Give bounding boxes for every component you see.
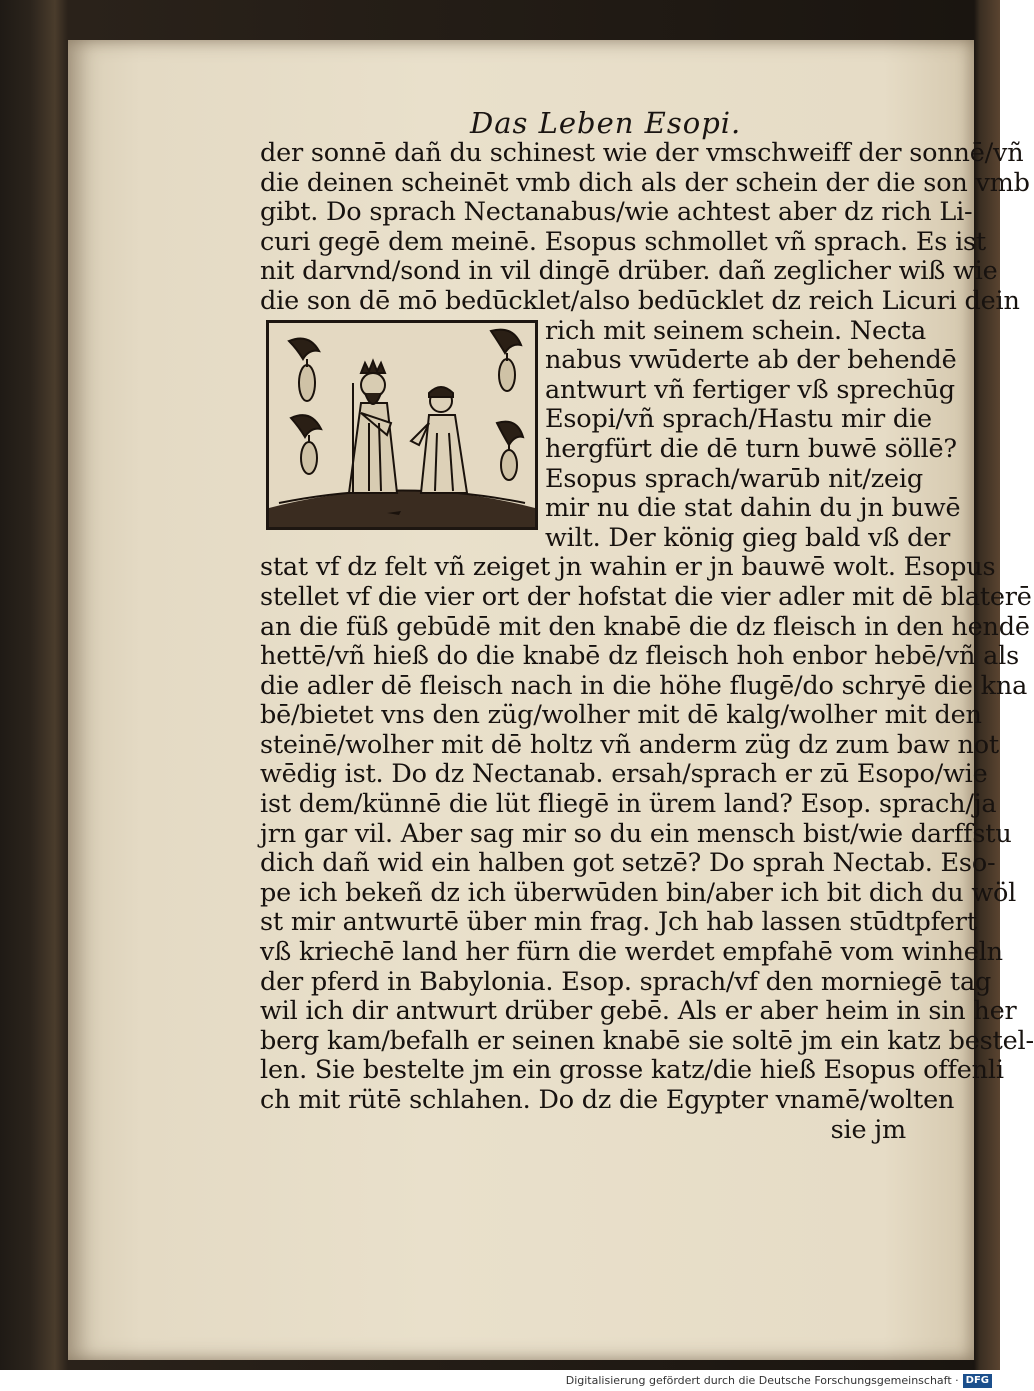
text-line: an die füß gebūdē mit den knabē die dz fleisch in den hendē bbox=[260, 611, 1030, 642]
text-line: die son dē mō bedūcklet/also bedūcklet dz reich Licuri dein bbox=[260, 285, 1020, 316]
text-line: Esopi/vñ sprach/Hastu mir die bbox=[545, 404, 932, 435]
text-line: jrn gar vil. Aber sag mir so du ein mensch bist/wie darffstu bbox=[260, 818, 1012, 849]
dfg-logo: DFG bbox=[963, 1374, 992, 1388]
text-line: gibt. Do sprach Nectanabus/wie achtest aber dz rich Li- bbox=[260, 197, 973, 228]
running-head: Das Leben Esopi. bbox=[470, 106, 742, 140]
digitization-footer bbox=[0, 1370, 1000, 1391]
text-line: dich dañ wid ein halben got setzē? Do sprah Nectab. Eso- bbox=[260, 848, 996, 879]
text-line: berg kam/befalh er seinen knabē sie soltē jm ein katz bestel- bbox=[260, 1025, 1034, 1056]
text-line: hettē/vñ hieß do die knabē dz fleisch hoh enbor hebē/vñ als bbox=[260, 641, 1019, 672]
text-line: nabus vwūderte ab der behendē bbox=[545, 345, 957, 376]
woodcut-image bbox=[269, 323, 535, 527]
text-line: bē/bietet vns den züg/wolher mit dē kalg/wolher mit den bbox=[260, 700, 982, 731]
catchword: sie jm bbox=[830, 1114, 906, 1145]
text-line: st mir antwurtē über min frag. Jch hab lassen stūdtpfert bbox=[260, 907, 977, 938]
text-line: stellet vf die vier ort der hofstat die vier adler mit dē blaterē bbox=[260, 581, 1032, 612]
text-line: antwurt vñ fertiger vß sprechūg bbox=[545, 374, 955, 405]
text-line: vß kriechē land her fürn die werdet empfahē vom winheln bbox=[260, 937, 1003, 968]
text-line: der pferd in Babylonia. Esop. sprach/vf den morniegē tag bbox=[260, 966, 992, 997]
text-line: ist dem/künnē die lüt fliegē in ürem land? Esop. sprach/ja bbox=[260, 789, 997, 820]
text-line: ch mit rütē schlahen. Do dz die Egypter vnamē/wolten bbox=[260, 1085, 955, 1115]
text-line: wilt. Der könig gieg bald vß der bbox=[545, 522, 951, 553]
text-line: pe ich bekeñ dz ich überwūden bin/aber ich bit dich du wöl bbox=[260, 877, 1017, 908]
text-line: mir nu die stat dahin du jn buwē bbox=[545, 493, 961, 524]
text-line: Esopus sprach/warūb nit/zeig bbox=[545, 463, 923, 494]
woodcut-illustration bbox=[266, 320, 538, 530]
body-text bbox=[260, 138, 1034, 1145]
text-line: wil ich dir antwurt drüber gebē. Als er aber heim in sin her bbox=[260, 996, 1017, 1027]
text-line: die adler dē fleisch nach in die höhe flugē/do schryē die kna bbox=[260, 670, 1028, 701]
text-line: hergfürt die dē turn buwē söllē? bbox=[545, 433, 957, 464]
footer-text: Digitalisierung gefördert durch die Deutsche Forschungsgemeinschaft · bbox=[565, 1374, 959, 1387]
text-line: nit darvnd/sond in vil dingē drüber. dañ zeglicher wiß wie bbox=[260, 256, 998, 287]
text-line: die deinen scheinēt vmb dich als der schein der die son vmb bbox=[260, 167, 1030, 198]
text-line: len. Sie bestelte jm ein grosse katz/die hieß Esopus offenli bbox=[260, 1055, 1004, 1086]
text-line: rich mit seinem schein. Necta bbox=[545, 315, 926, 346]
text-line: der sonnē dañ du schinest wie der vmschweiff der sonnē/vñ bbox=[260, 138, 1024, 168]
text-line: stat vf dz felt vñ zeiget jn wahin er jn bauwē wolt. Esopus bbox=[260, 552, 996, 583]
text-line: steinē/wolher mit dē holtz vñ anderm züg dz zum baw not bbox=[260, 729, 999, 760]
text-line: wēdig ist. Do dz Nectanab. ersah/sprach er zū Esopo/wie bbox=[260, 759, 988, 790]
text-line: curi gegē dem meinē. Esopus schmollet vñ sprach. Es ist bbox=[260, 226, 986, 257]
